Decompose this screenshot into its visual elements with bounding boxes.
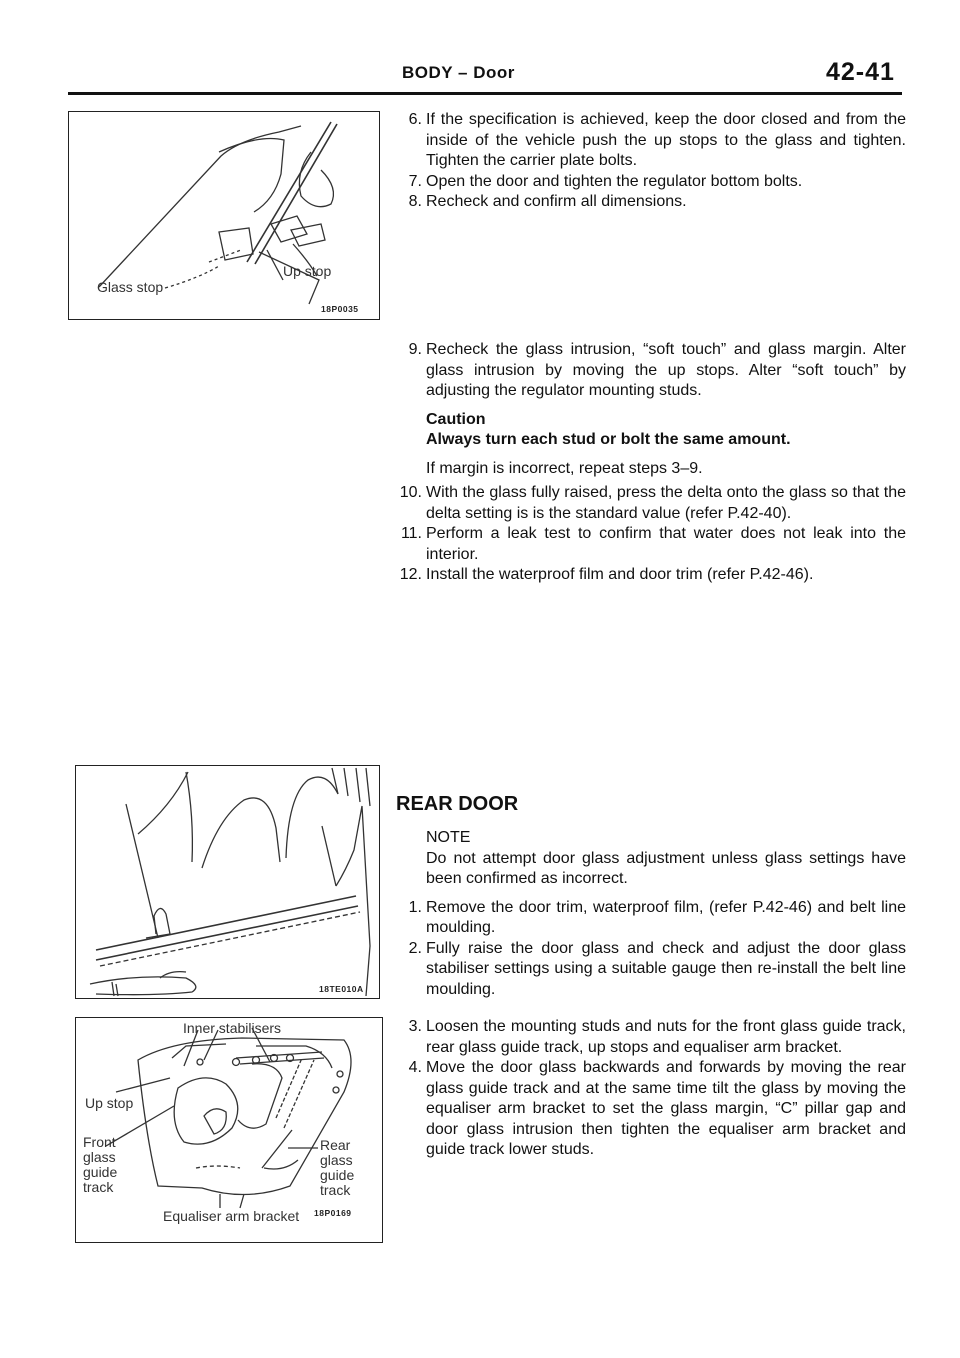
figure-inner-stabilisers <box>75 1017 383 1243</box>
margin-note: If margin is incorrect, repeat steps 3–9. <box>426 459 703 477</box>
figure-code: 18P0169 <box>314 1208 352 1218</box>
section-title-rear-door: REAR DOOR <box>396 793 519 815</box>
label-front-glass-guide-track: Front glass guide track <box>83 1134 118 1195</box>
figure-code: 18P0035 <box>321 304 359 314</box>
label-up-stop: Up stop <box>85 1095 134 1111</box>
steps-9-to-12 <box>396 340 906 586</box>
step-12: 12. Install the waterproof film and door trim (refer P.42-46). <box>399 566 814 583</box>
note-title: NOTE <box>426 829 471 846</box>
header-rule <box>68 92 902 95</box>
rear-step-3: 3. Loosen the mounting studs and nuts for the front glass guide track, rear glass guide track, up stops and equaliser arm bracket. <box>408 1018 906 1056</box>
label-glass-stop: Glass stop <box>97 279 164 295</box>
note-text: Do not attempt door glass adjustment unless glass settings have been confirmed as incorrect. <box>426 849 906 887</box>
rear-door-note-and-steps-1-2 <box>396 828 906 1000</box>
caution-text: Always turn each stud or bolt the same amount. <box>426 431 791 448</box>
rear-step-4: 4. Move the door glass backwards and forwards by moving the rear glass guide track and at the same time tilt the glass by moving the equaliser arm bracket to set the glass margin, “C” pillar gap and door glass intrusion then tighten the equaliser arm bracket and guide track lower studs. <box>408 1059 906 1158</box>
header-title: BODY – Door <box>402 63 515 82</box>
rear-step-2: 2. Fully raise the door glass and check and adjust the door glass stabiliser settings using a suitable gauge then re-install the belt line moulding. <box>408 939 906 998</box>
figure-code: 18TE010A <box>319 984 364 994</box>
step-10: 10. With the glass fully raised, press the delta onto the glass so that the delta setting is is the standard value (refer P.42-40). <box>399 484 906 522</box>
label-inner-stabilisers: Inner stabilisers <box>183 1020 282 1036</box>
step-8: 8. Recheck and confirm all dimensions. <box>408 193 687 210</box>
figure-glass-stop <box>68 111 380 320</box>
step-11: 11. Perform a leak test to confirm that water does not leak into the interior. <box>400 525 906 563</box>
figure-door-beltline <box>75 765 380 999</box>
door-beltline-illustration <box>76 766 379 998</box>
step-6: 6. If the specification is achieved, keep the door closed and from the inside of the vehicle push the up stops to the glass and tighten. Tighten the carrier plate bolts. <box>408 111 906 169</box>
page-number: 42-41 <box>826 58 895 86</box>
step-7: 7. Open the door and tighten the regulator bottom bolts. <box>408 172 803 190</box>
label-up-stop: Up stop <box>283 263 332 279</box>
label-rear-glass-guide-track: Rear glass guide track <box>320 1137 355 1198</box>
rear-door-steps-3-4 <box>396 1017 906 1161</box>
caution-title: Caution <box>426 410 486 428</box>
steps-6-to-8 <box>396 110 906 213</box>
step-9: 9. Recheck the glass intrusion, “soft touch” and glass margin. Alter glass intrusion by moving the up stops. Alter “soft touch” by adjusting the regulator mounting studs. <box>408 341 906 399</box>
label-equaliser-arm-bracket: Equaliser arm bracket <box>163 1208 300 1224</box>
rear-step-1: 1. Remove the door trim, waterproof film, (refer P.42-46) and belt line moulding. <box>408 898 906 936</box>
